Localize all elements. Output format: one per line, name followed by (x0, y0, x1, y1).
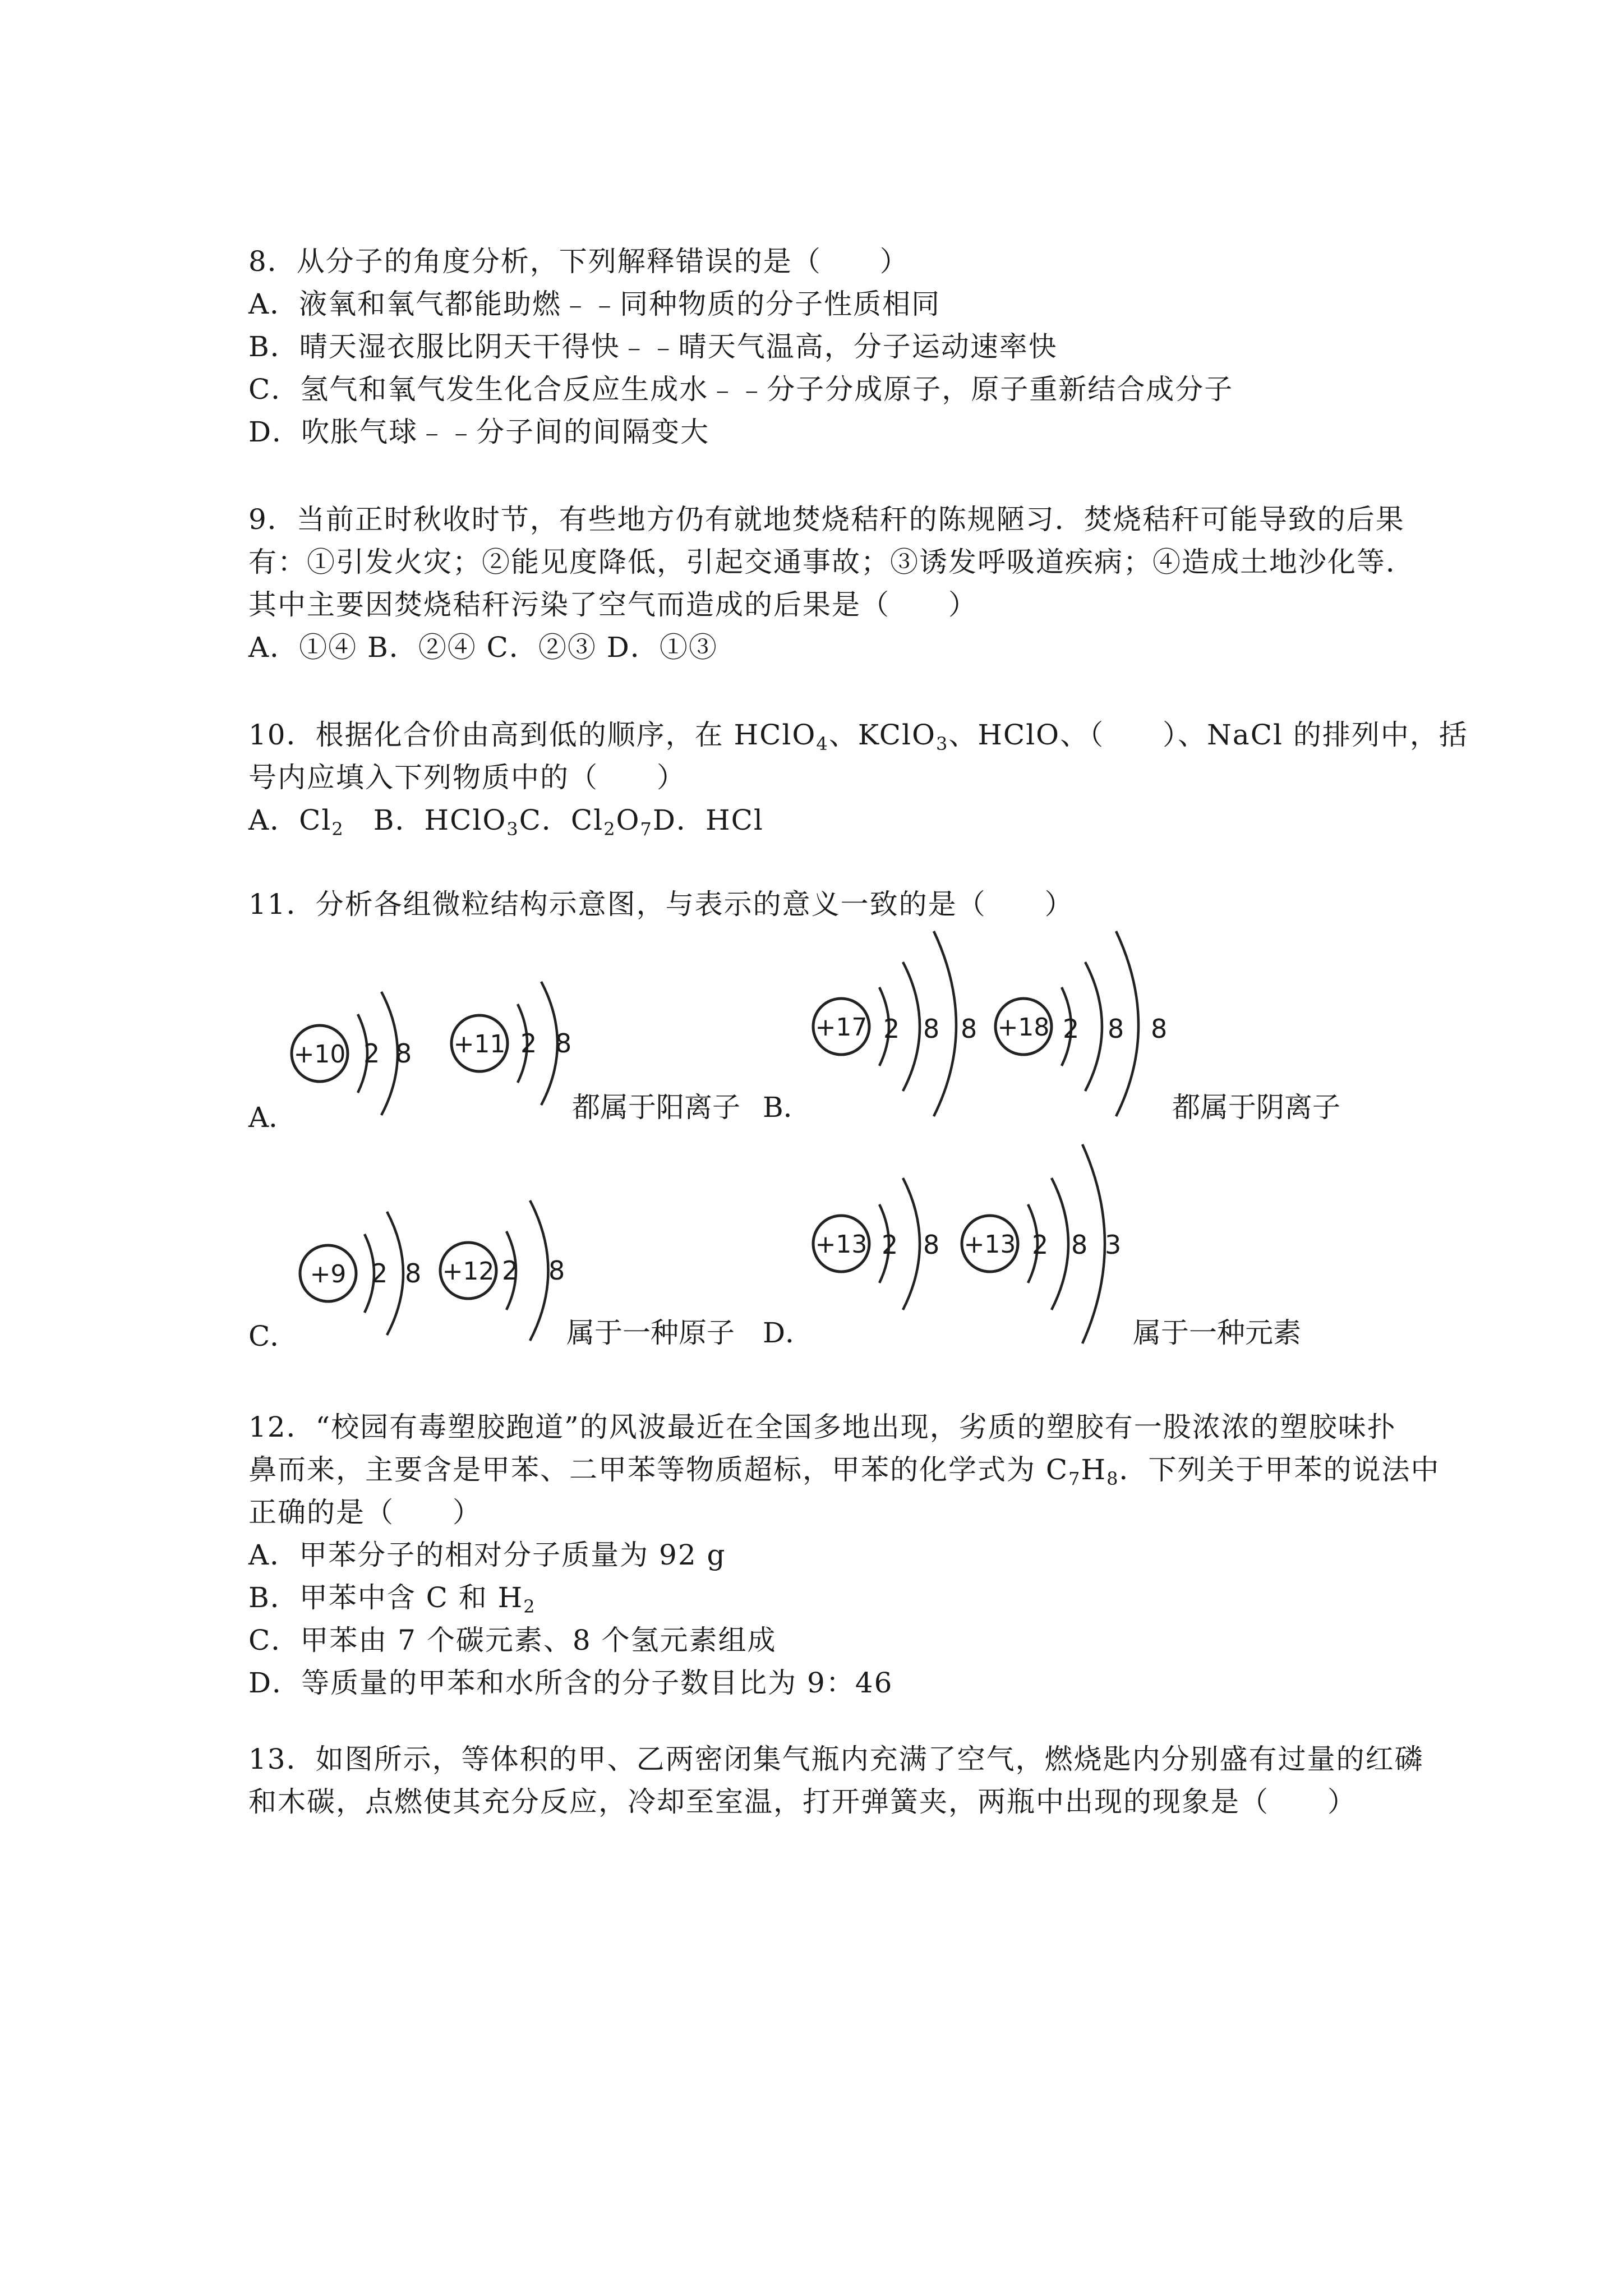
shell-electron-count: 8 (1071, 1230, 1088, 1260)
atom-structure-right (440, 1200, 565, 1341)
q8-option-c: C．氢气和氧气发生化合反应生成水﹣﹣分子分成原子，原子重新结合成分子 (248, 373, 1234, 406)
q11-option-c-diagram (280, 1189, 594, 1341)
q10-option-d: D．HCl (652, 804, 764, 836)
q10-line-1 (248, 718, 1468, 761)
q11-option-c-letter: C． (248, 1320, 298, 1352)
atom-structure-left (300, 1212, 421, 1335)
subscript: 7 (640, 818, 653, 840)
electron-shell-arc (530, 1200, 548, 1341)
shell-electron-count: 2 (1063, 1014, 1080, 1044)
subscript: 2 (331, 818, 344, 840)
shell-electron-count: 8 (923, 1230, 940, 1260)
electron-shell-arc (387, 1212, 403, 1335)
q12-line-1: 12．“校园有毒塑胶跑道”的风波最近在全国多地出现，劣质的塑胶有一股浓浓的塑胶味扑 (248, 1411, 1396, 1443)
q11-option-a-caption: 都属于阳离子 (572, 1091, 740, 1124)
q10-line-2: 号内应填入下列物质中的（ ） (248, 761, 686, 794)
q11-option-d-letter: D． (763, 1317, 814, 1349)
subscript: 2 (603, 818, 616, 840)
subscript: 2 (523, 1596, 536, 1617)
shell-electron-count: 8 (395, 1038, 412, 1069)
subscript: 4 (816, 733, 829, 754)
q12-option-b-part: B．甲苯中含 C 和 H (248, 1581, 524, 1614)
q9-options: A．①④ B．②④ C．②③ D．①③ (248, 631, 718, 664)
atom-structure-left (813, 1178, 939, 1310)
atom-structure-left (292, 992, 412, 1115)
shell-electron-count: 8 (548, 1255, 565, 1286)
shell-electron-count: 8 (555, 1028, 572, 1059)
atom-structure-right (451, 982, 571, 1105)
q8-option-b: B．晴天湿衣服比阴天干得快﹣﹣晴天气温高，分子运动速率快 (248, 330, 1058, 363)
q13-line-1: 13．如图所示，等体积的甲、乙两密闭集气瓶内充满了空气，燃烧匙内分别盛有过量的红磷 (248, 1743, 1424, 1775)
shell-electron-count: 2 (363, 1038, 380, 1069)
q11-option-b-diagram (802, 920, 1195, 1128)
q12-option-b (248, 1581, 536, 1623)
shell-electron-count: 2 (883, 1014, 900, 1044)
q10-option-a: A．Cl (248, 804, 332, 836)
shell-electron-count: 2 (371, 1258, 388, 1289)
q10-line-1-part: 10．根据化合价由高到低的顺序，在 HClO (248, 719, 817, 751)
q12-option-c: C．甲苯由 7 个碳元素、8 个氢元素组成 (248, 1624, 777, 1657)
shell-electron-count: 8 (1108, 1014, 1124, 1044)
shell-electron-count: 2 (1032, 1230, 1049, 1260)
nucleus-charge: +13 (815, 1230, 868, 1259)
electron-shell-arc (1052, 1178, 1068, 1310)
q11-option-c-caption: 属于一种原子 (566, 1317, 735, 1349)
q12-line-2-part: 鼻而来，主要含是甲苯、二甲苯等物质超标，甲苯的化学式为 C (248, 1453, 1069, 1486)
q8-stem: 8．从分子的角度分析，下列解释错误的是（ ） (248, 245, 909, 278)
q8-option-d: D．吹胀气球﹣﹣分子间的间隔变大 (248, 416, 710, 448)
electron-shell-arc (903, 962, 920, 1091)
q11-option-d-caption: 属于一种元素 (1133, 1317, 1301, 1349)
shell-electron-count: 8 (961, 1014, 978, 1044)
q11-option-b-caption: 都属于阴离子 (1172, 1091, 1340, 1124)
q10-option-c-part: O (616, 804, 640, 836)
q10-line-1-part: 、KClO (828, 719, 936, 751)
subscript: 3 (506, 818, 519, 840)
q12-option-a: A．甲苯分子的相对分子质量为 92 g (248, 1539, 726, 1571)
shell-electron-count: 2 (502, 1255, 519, 1286)
nucleus-charge: +10 (293, 1040, 346, 1069)
q10-option-b: B．HClO (344, 804, 507, 836)
q9-line-2: 有：①引发火灾；②能见度降低，引起交通事故；③诱发呼吸道疾病；④造成土地沙化等． (248, 546, 1415, 578)
q12-line-3: 正确的是（ ） (248, 1496, 482, 1529)
subscript: 3 (935, 733, 949, 754)
q9-line-1: 9．当前正时秋收时节，有些地方仍有就地焚烧秸秆的陈规陋习．焚烧秸秆可能导致的后果 (248, 503, 1405, 536)
shell-electron-count: 2 (520, 1028, 537, 1059)
shell-electron-count: 8 (1151, 1014, 1168, 1044)
q12-line-2-part: H (1081, 1453, 1107, 1486)
shell-electron-count: 8 (405, 1258, 422, 1289)
q10-options (248, 803, 764, 846)
q12-line-2-part: ．下列关于甲苯的说法中 (1119, 1453, 1440, 1486)
nucleus-charge: +13 (963, 1230, 1016, 1259)
nucleus-charge: +9 (310, 1260, 347, 1289)
q12-option-d: D．等质量的甲苯和水所含的分子数目比为 9：46 (248, 1667, 893, 1699)
atom-structure-right (962, 1144, 1121, 1343)
q11-stem: 11．分析各组微粒结构示意图，与表示的意义一致的是（ ） (248, 888, 1074, 921)
nucleus-charge: +17 (815, 1013, 868, 1042)
shell-electron-count: 2 (882, 1230, 898, 1260)
q12-line-2 (248, 1453, 1440, 1496)
electron-shell-arc (1085, 962, 1102, 1091)
q11-option-b-letter: B． (763, 1091, 811, 1124)
shell-electron-count: 8 (923, 1014, 940, 1044)
atom-structure-right (995, 931, 1167, 1116)
nucleus-charge: +11 (453, 1030, 506, 1059)
q10-line-1-part: 、HClO、（ ）、NaCl 的排列中，括 (948, 719, 1468, 751)
q8-option-a: A．液氧和氧气都能助燃﹣﹣同种物质的分子性质相同 (248, 288, 941, 320)
atom-structure-left (813, 931, 977, 1116)
nucleus-charge: +12 (442, 1257, 495, 1286)
shell-electron-count: 3 (1105, 1230, 1122, 1260)
q9-line-3: 其中主要因焚烧秸秆污染了空气而造成的后果是（ ） (248, 588, 978, 621)
subscript: 8 (1106, 1468, 1119, 1489)
q10-option-c: C．Cl (519, 804, 604, 836)
subscript: 7 (1068, 1468, 1081, 1489)
nucleus-charge: +18 (997, 1013, 1050, 1042)
electron-shell-arc (903, 1178, 920, 1310)
q11-option-a-diagram (280, 976, 594, 1128)
q11-option-a-letter: A． (248, 1101, 297, 1134)
q11-option-d-diagram (802, 1136, 1161, 1349)
q13-line-2: 和木碳，点燃使其充分反应，冷却至室温，打开弹簧夹，两瓶中出现的现象是（ ） (248, 1786, 1357, 1818)
